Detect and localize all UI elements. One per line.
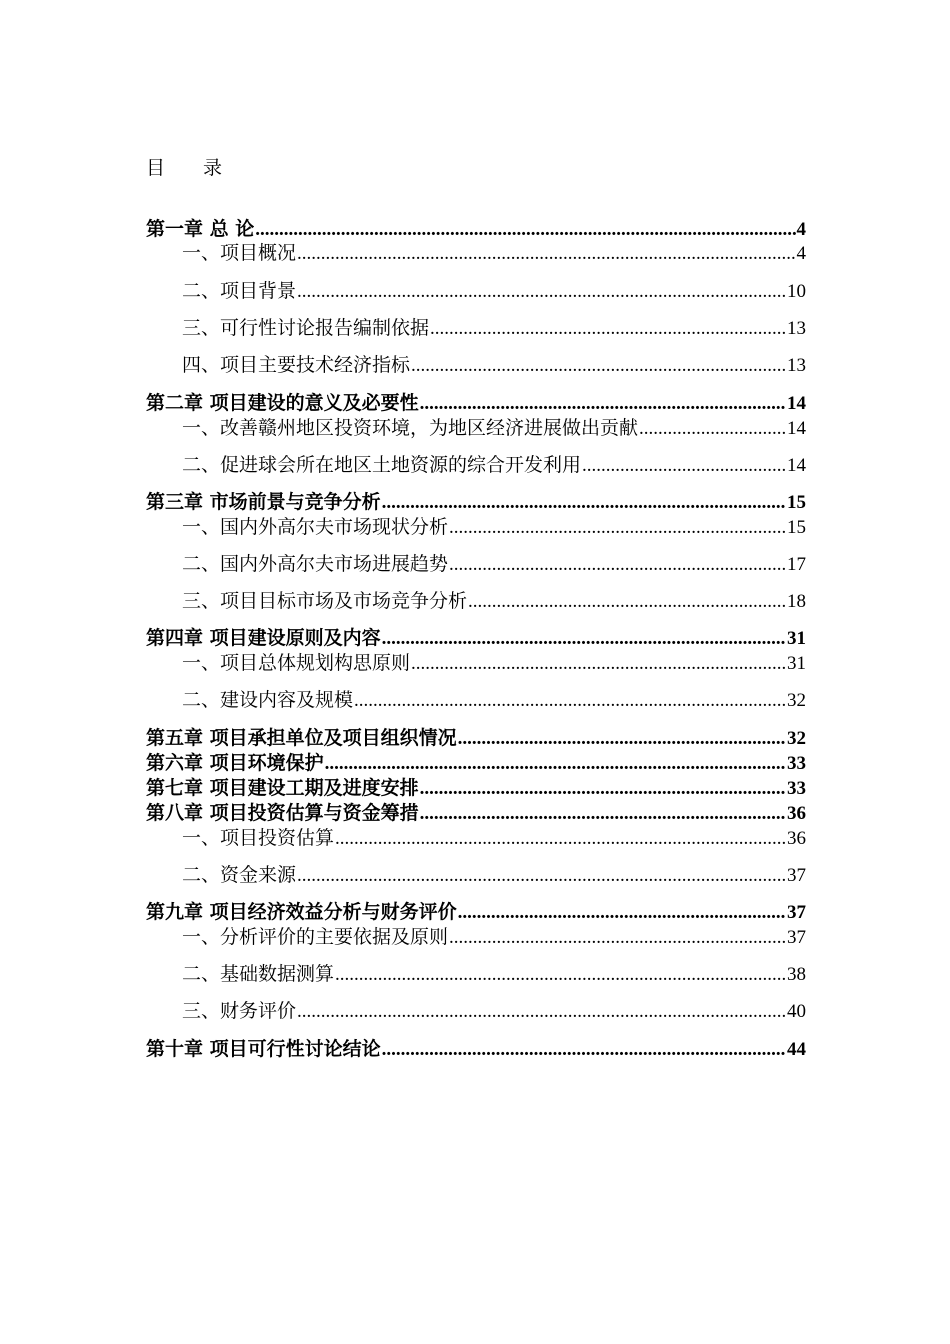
toc-entry-label: 第七章 项目建设工期及进度安排 [146,777,419,799]
toc-entry-label: 二、促进球会所在地区土地资源的综合开发利用 [182,454,582,476]
toc-heading: 目 录 [146,157,239,179]
toc-chapter-entry[interactable] [146,899,806,925]
toc-section-entry[interactable] [146,415,806,441]
toc-entry-page-number: 32 [787,728,806,749]
toc-entry-page-number: 10 [787,281,806,302]
toc-chapter-entry[interactable] [146,800,806,826]
toc-dot-leader [449,514,786,541]
toc-entry-page-number: 36 [787,828,806,849]
toc-entry-page-number: 32 [787,690,806,711]
toc-entry-label: 三、项目目标市场及市场竞争分析 [182,590,468,612]
toc-dot-leader [325,750,786,777]
toc-chapter-entry[interactable] [146,725,806,751]
toc-entry-page-number: 4 [796,219,806,240]
toc-entry-label: 第三章 市场前景与竞争分析 [146,491,381,513]
toc-entry-page-number: 37 [787,927,806,948]
toc-dot-leader [297,240,795,267]
toc-section-entry[interactable] [146,551,806,577]
toc-entry-page-number: 33 [787,753,806,774]
toc-section-entry[interactable] [146,452,806,478]
toc-section-entry[interactable] [146,862,806,888]
toc-entry-page-number: 13 [787,318,806,339]
toc-dot-leader [335,825,786,852]
toc-entry-page-number: 31 [787,653,806,674]
toc-section-entry[interactable] [146,650,806,676]
toc-entry-label: 第五章 项目承担单位及项目组织情况 [146,727,457,749]
toc-section-entry[interactable] [146,924,806,950]
toc-dot-leader [297,998,786,1025]
toc-chapter-entry[interactable] [146,1036,806,1062]
toc-dot-leader [449,551,786,578]
toc-dot-leader [382,489,786,516]
toc-entry-label: 二、国内外高尔夫市场进展趋势 [182,553,449,575]
toc-entry-page-number: 17 [787,554,806,575]
toc-entry-page-number: 31 [787,628,806,649]
toc-dot-leader [420,775,786,802]
toc-dot-leader [458,899,786,926]
toc-entry-page-number: 36 [787,803,806,824]
toc-dot-leader [420,800,786,827]
toc-entry-label: 第九章 项目经济效益分析与财务评价 [146,901,457,923]
toc-section-entry[interactable] [146,998,806,1024]
toc-entry-page-number: 15 [787,492,806,513]
toc-dot-leader [430,315,786,342]
toc-dot-leader [297,862,786,889]
toc-dot-leader [382,625,786,652]
toc-dot-leader [420,390,786,417]
toc-entry-page-number: 37 [787,902,806,923]
toc-entry-label: 二、资金来源 [182,864,297,886]
toc-dot-leader [382,1036,786,1063]
toc-entry-page-number: 4 [796,243,806,264]
toc-section-entry[interactable] [146,315,806,341]
toc-entry-page-number: 14 [787,393,806,414]
toc-chapter-entry[interactable] [146,625,806,651]
toc-entry-page-number: 38 [787,964,806,985]
toc-entry-label: 第六章 项目环境保护 [146,752,324,774]
toc-entry-label: 第二章 项目建设的意义及必要性 [146,392,419,414]
toc-entry-page-number: 33 [787,778,806,799]
toc-dot-leader [411,352,786,379]
toc-chapter-entry[interactable] [146,390,806,416]
toc-chapter-entry[interactable] [146,489,806,515]
toc-dot-leader [582,452,786,479]
toc-dot-leader [458,725,786,752]
toc-section-entry[interactable] [146,961,806,987]
toc-dot-leader [639,415,786,442]
toc-dot-leader [354,687,786,714]
toc-chapter-entry[interactable] [146,750,806,776]
toc-entry-label: 四、项目主要技术经济指标 [182,354,411,376]
toc-dot-leader [255,216,795,243]
toc-section-entry[interactable] [146,514,806,540]
toc-entry-label: 第一章 总 论 [146,218,255,240]
toc-dot-leader [297,278,786,305]
toc-chapter-entry[interactable] [146,216,806,242]
toc-entry-label: 二、项目背景 [182,280,297,302]
toc-section-entry[interactable] [146,278,806,304]
toc-entry-page-number: 44 [787,1039,806,1060]
toc-entry-label: 第四章 项目建设原则及内容 [146,627,381,649]
toc-entry-page-number: 14 [787,455,806,476]
toc-chapter-entry[interactable] [146,775,806,801]
toc-dot-leader [449,924,786,951]
toc-entry-label: 一、项目概况 [182,242,297,264]
toc-entry-label: 一、改善赣州地区投资环境，为地区经济进展做出贡献 [182,417,639,439]
toc-section-entry[interactable] [146,240,806,266]
toc-entry-page-number: 40 [787,1001,806,1022]
toc-entry-label: 二、建设内容及规模 [182,689,354,711]
toc-section-entry[interactable] [146,588,806,614]
toc-entry-label: 一、项目投资估算 [182,827,335,849]
toc-section-entry[interactable] [146,687,806,713]
toc-entry-label: 二、基础数据测算 [182,963,335,985]
toc-entry-label: 三、财务评价 [182,1000,297,1022]
toc-entry-page-number: 18 [787,591,806,612]
toc-entry-label: 三、可行性讨论报告编制依据 [182,317,430,339]
toc-entry-label: 第十章 项目可行性讨论结论 [146,1038,381,1060]
toc-entry-page-number: 14 [787,418,806,439]
toc-entry-label: 一、项目总体规划构思原则 [182,652,411,674]
toc-section-entry[interactable] [146,825,806,851]
toc-dot-leader [335,961,786,988]
toc-entry-label: 一、分析评价的主要依据及原则 [182,926,449,948]
toc-entry-label: 第八章 项目投资估算与资金筹措 [146,802,419,824]
toc-section-entry[interactable] [146,352,806,378]
toc-dot-leader [411,650,786,677]
toc-entry-page-number: 15 [787,517,806,538]
toc-entry-page-number: 13 [787,355,806,376]
toc-entry-page-number: 37 [787,865,806,886]
toc-entry-label: 一、国内外高尔夫市场现状分析 [182,516,449,538]
table-of-contents [146,0,806,1344]
toc-dot-leader [468,588,786,615]
